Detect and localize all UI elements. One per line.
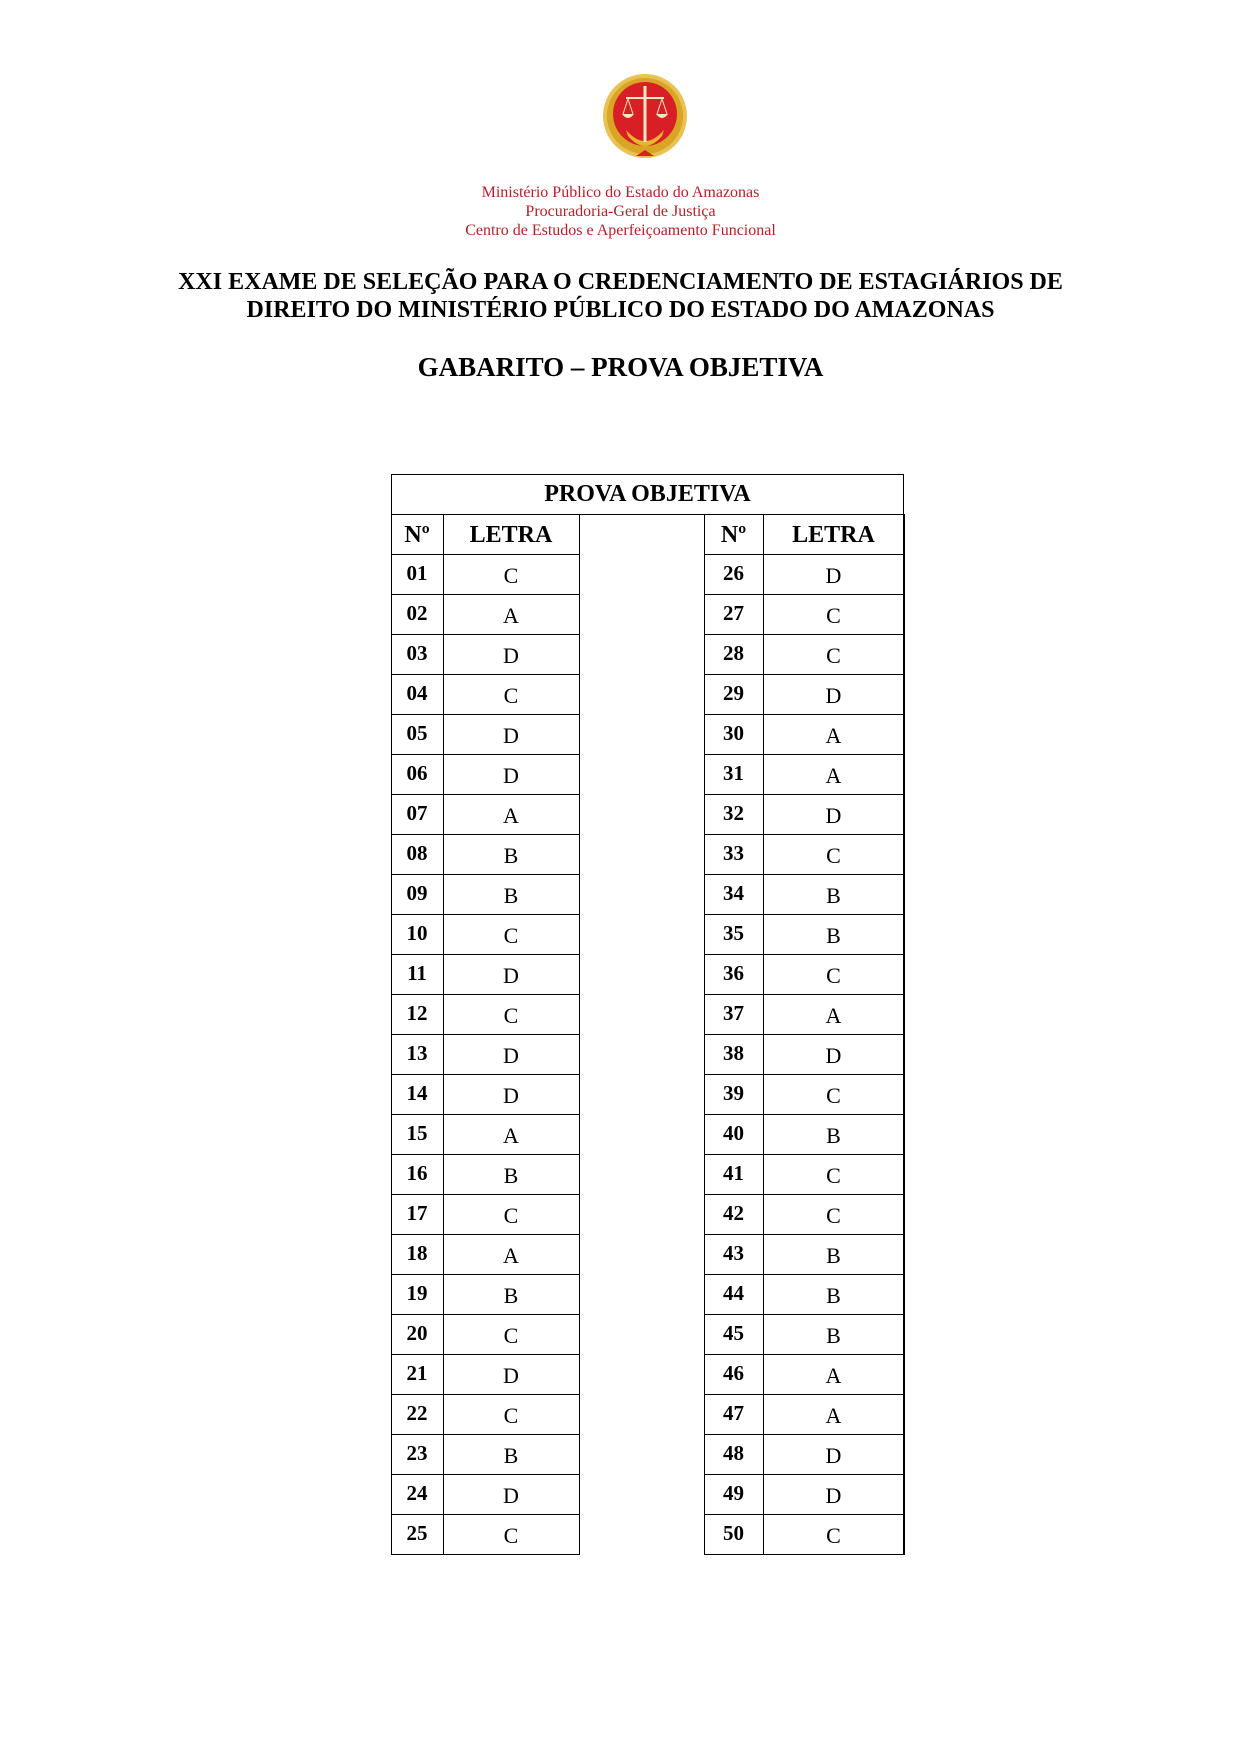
table-title: PROVA OBJETIVA — [544, 480, 751, 507]
answer-letter: D — [503, 763, 519, 788]
institution-header — [0, 183, 1241, 240]
question-number: 16 — [406, 1160, 428, 1185]
question-number: 26 — [723, 560, 744, 585]
question-number: 19 — [406, 1280, 428, 1305]
question-number: 48 — [723, 1440, 744, 1465]
question-number: 06 — [406, 760, 428, 785]
answer-key-table — [391, 474, 904, 1556]
answer-letter: D — [503, 963, 519, 988]
answer-letter: B — [826, 923, 841, 948]
answer-letter: C — [503, 1203, 519, 1228]
answer-letter: B — [503, 1443, 519, 1468]
answer-letter: B — [826, 883, 841, 908]
question-number: 39 — [723, 1080, 744, 1105]
right-letter-header: LETRA — [792, 521, 875, 548]
page-subtitle: GABARITO – PROVA OBJETIVA — [417, 352, 824, 382]
column-divider — [904, 514, 905, 1555]
answer-letter: A — [825, 1403, 842, 1428]
question-number: 43 — [723, 1240, 744, 1265]
question-number: 05 — [406, 720, 428, 745]
answer-letter: A — [825, 1003, 842, 1028]
answer-letter: B — [503, 1283, 519, 1308]
question-number: 18 — [406, 1240, 428, 1265]
answer-letter: D — [825, 803, 842, 828]
answer-letter: C — [826, 603, 841, 628]
question-number: 30 — [723, 720, 744, 745]
question-number: 50 — [723, 1520, 744, 1545]
question-number: 25 — [406, 1520, 428, 1545]
question-number: 02 — [406, 600, 428, 625]
left-number-header: Nº — [404, 521, 430, 548]
answer-letter: A — [503, 603, 519, 628]
answer-letter: D — [825, 1483, 842, 1508]
answer-letter: D — [503, 1083, 519, 1108]
answer-letter: C — [503, 563, 519, 588]
question-number: 04 — [406, 680, 428, 705]
institution-center: Centro de Estudos e Aperfeiçoamento Funcional — [465, 222, 776, 239]
question-number: 36 — [723, 960, 744, 985]
question-number: 14 — [406, 1080, 428, 1105]
answer-letter: C — [503, 1523, 519, 1548]
answer-letter: C — [826, 643, 841, 668]
question-number: 21 — [406, 1360, 428, 1385]
question-number: 27 — [723, 600, 744, 625]
question-number: 49 — [723, 1480, 744, 1505]
question-number: 10 — [406, 920, 428, 945]
question-number: 29 — [723, 680, 744, 705]
question-number: 24 — [406, 1480, 428, 1505]
question-number: 22 — [406, 1400, 428, 1425]
answer-letter: B — [503, 1163, 519, 1188]
question-number: 37 — [723, 1000, 744, 1025]
question-number: 40 — [723, 1120, 744, 1145]
question-number: 09 — [406, 880, 428, 905]
question-number: 07 — [406, 800, 428, 825]
answer-letter: D — [503, 643, 519, 668]
question-number: 23 — [406, 1440, 428, 1465]
question-number: 15 — [406, 1120, 428, 1145]
question-number: 20 — [406, 1320, 428, 1345]
question-number: 11 — [407, 960, 427, 985]
left-letter-header: LETRA — [469, 521, 553, 548]
answer-letter: C — [826, 1523, 841, 1548]
question-number: 33 — [723, 840, 744, 865]
question-number: 01 — [406, 560, 428, 585]
answer-letter: A — [503, 803, 519, 828]
exam-title-line-2: DIREITO DO MINISTÉRIO PÚBLICO DO ESTADO DO AMAZONAS — [246, 297, 995, 323]
question-number: 32 — [723, 800, 744, 825]
answer-letter: D — [503, 1043, 519, 1068]
question-number: 13 — [406, 1040, 428, 1065]
question-number: 28 — [723, 640, 744, 665]
answer-letter: A — [825, 1363, 842, 1388]
answer-letter: C — [826, 1163, 841, 1188]
answer-letter: D — [503, 723, 519, 748]
answer-letter: C — [503, 1323, 519, 1348]
answer-letter: C — [826, 1203, 841, 1228]
question-number: 31 — [723, 760, 744, 785]
answer-letter: B — [826, 1123, 841, 1148]
answer-letter: C — [503, 923, 519, 948]
question-number: 41 — [723, 1160, 744, 1185]
answer-letter: A — [825, 763, 842, 788]
exam-title — [0, 268, 1241, 324]
answer-letter: B — [503, 883, 519, 908]
question-number: 42 — [723, 1200, 744, 1225]
column-divider — [579, 514, 580, 1555]
answer-letter: B — [826, 1283, 841, 1308]
question-number: 46 — [723, 1360, 744, 1385]
question-number: 17 — [406, 1200, 428, 1225]
institution-department: Procuradoria-Geral de Justiça — [525, 203, 716, 220]
institution-name: Ministério Público do Estado do Amazonas — [481, 184, 760, 201]
answer-letter: D — [825, 563, 842, 588]
answer-letter: C — [503, 1403, 519, 1428]
answer-letter: D — [503, 1363, 519, 1388]
answer-letter: A — [825, 723, 842, 748]
right-number-header: Nº — [720, 521, 747, 548]
question-number: 03 — [406, 640, 428, 665]
question-number: 44 — [723, 1280, 744, 1305]
answer-letter: D — [825, 1443, 842, 1468]
answer-letter: C — [826, 963, 841, 988]
institution-seal-logo — [596, 72, 694, 162]
question-number: 47 — [723, 1400, 744, 1425]
answer-letter: D — [825, 1043, 842, 1068]
answer-letter: C — [503, 1003, 519, 1028]
answer-letter: A — [503, 1123, 519, 1148]
question-number: 12 — [406, 1000, 428, 1025]
question-number: 35 — [723, 920, 744, 945]
answer-letter: B — [826, 1323, 841, 1348]
row-divider — [704, 1554, 905, 1555]
question-number: 45 — [723, 1320, 744, 1345]
answer-letter: D — [503, 1483, 519, 1508]
question-number: 08 — [406, 840, 428, 865]
answer-letter: C — [826, 1083, 841, 1108]
answer-letter: B — [503, 843, 519, 868]
answer-letter: D — [825, 683, 842, 708]
question-number: 38 — [723, 1040, 744, 1065]
exam-title-line-1: XXI EXAME DE SELEÇÃO PARA O CREDENCIAMENTO DE ESTAGIÁRIOS DE — [178, 269, 1063, 295]
answer-letter: B — [826, 1243, 841, 1268]
answer-letter: C — [826, 843, 841, 868]
answer-letter: A — [503, 1243, 519, 1268]
row-divider — [391, 1554, 580, 1555]
question-number: 34 — [723, 880, 744, 905]
answer-letter: C — [503, 683, 519, 708]
